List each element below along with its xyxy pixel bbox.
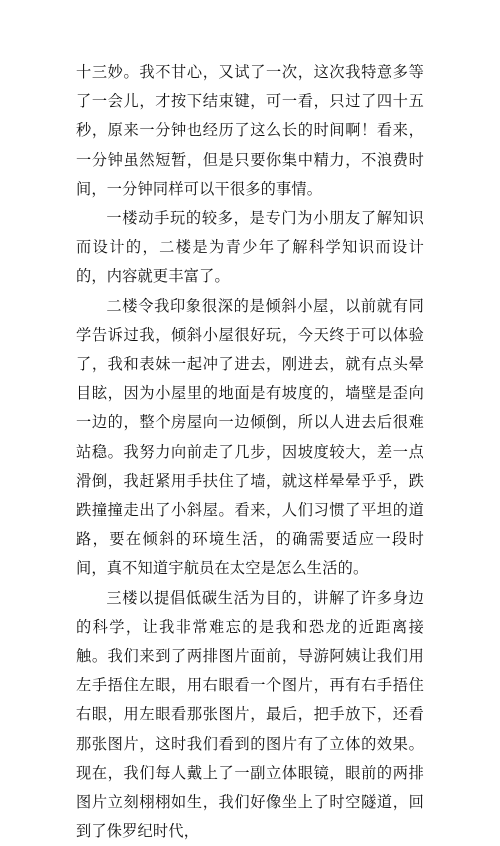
paragraph-4: 三楼以提倡低碳生活为目的，讲解了许多身边的科学，让我非常难忘的是我和恐龙的近距离接触。我们来到了两排图片面前，导游阿姨让我们用左手捂住左眼，用右眼看一个图片，再有右手捂住右眼，用左眼看那张图片，最后，把手放下，还看那张图片，这时我们看到的图片有了立体的效果。现在，我们每人戴上了一副立体眼镜，眼前的两排图片立刻栩栩如生，我们好像坐上了时空隧道，回到了侏罗纪时代， [76, 588, 424, 841]
paragraph-2: 一楼动手玩的较多，是专门为小朋友了解知识而设计的，二楼是为青少年了解科学知识而设计的，内容就更丰富了。 [76, 209, 424, 286]
paragraph-1: 十三妙。我不甘心，又试了一次，这次我特意多等了一会儿，才按下结束键，可一看，只过了四十五秒，原来一分钟也经历了这么长的时间啊！看来，一分钟虽然短暂，但是只要你集中精力，不浪费时间，一分钟同样可以干很多的事情。 [76, 63, 424, 198]
paragraph-3: 二楼令我印象很深的是倾斜小屋，以前就有同学告诉过我，倾斜小屋很好玩，今天终于可以体验了，我和表妹一起冲了进去，刚进去，就有点头晕目眩，因为小屋里的地面是有坡度的，墙壁是歪向一边的，整个房屋向一边倾倒，所以人进去后很难站稳。我努力向前走了几步，因坡度较大，差一点滑倒，我赶紧用手扶住了墙，就这样晕晕乎乎，跌跌撞撞走出了小斜屋。看来，人们习惯了平坦的道路，要在倾斜的环境生活，的确需要适应一段时间，真不知道宇航员在太空是怎么生活的。 [76, 296, 424, 578]
